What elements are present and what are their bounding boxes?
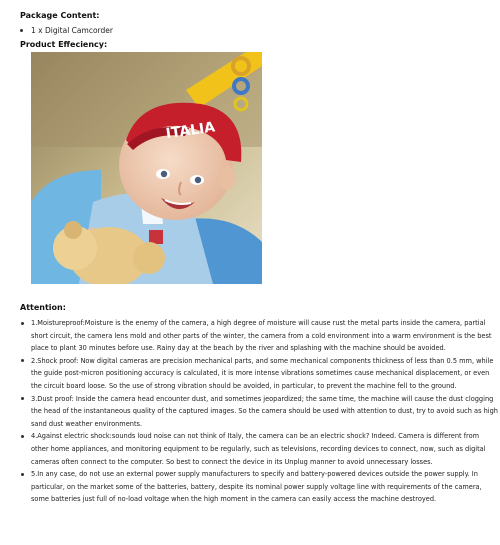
package-content-heading: Package Content: (20, 11, 100, 20)
attention-item-shock-proof (20, 355, 498, 393)
attention-item-text: 2.Shock proof: Now digital cameras are precision mechanical parts, and some mechanical components thickness of less than 0.5 mm, while the guide post-micron positioning accuracy is calculated, it is more intense vibrations sometimes cause mechanical displacement, or even the circuit board loose. So the use of strong vibration should be avoided, in particular, to prevent the machine fell to the ground. (31, 356, 494, 390)
attention-item-dust-proof (20, 393, 498, 431)
package-item (20, 26, 113, 35)
attention-item-text: 5.In any case, do not use an external power supply manufacturers to specify and battery-powered devices outside the power supply. In particular, on the market some of the batteries, battery, despite its nominal power supply voltage line with requirements of the camera, some batteries just full of no-load voltage when the high moment in the camera can easily access the machine destroyed. (31, 470, 482, 504)
package-item-text: 1 x Digital Camcorder (31, 26, 113, 35)
attention-item-text: 1.Moistureproof:Moisture is the enemy of the camera, a high degree of moisture will cause rust the metal parts inside the camera, partial short circuit, the camera lens mold and other parts of the winter, the camera from a cold environment into a warm environment is the best place to plant 30 minutes before use. Rainy day at the beach by the river and splashing with the machine should be avoided. (31, 319, 492, 353)
attention-item-text: 4.Against electric shock:sounds loud noise can not think of Italy, the camera can be an electric shock? Indeed. Camera is different from other home appliances, and monitoring equipment to be regularly, such as televisions, recording devices to connect, now, such as digital cameras often connect to the computer. So best to connect the device in its Unplug manner to avoid unnecessary losses. (31, 432, 486, 466)
attention-item-electric-shock (20, 430, 498, 468)
cap-logo: ITALIA (164, 119, 217, 143)
attention-item-power-supply (20, 468, 498, 506)
product-efficiency-heading: Product Effeciency: (20, 40, 108, 49)
attention-item-moistureproof (20, 317, 498, 355)
attention-heading: Attention: (20, 303, 66, 312)
baby-photo-illustration (31, 52, 262, 284)
attention-item-text: 3.Dust proof: Inside the camera head encounter dust, and sometimes jeopardized; the same time, the machine will cause the dust clogging the head of the instantaneous quality of the captured images. So the camera should be used with attention to dust, try to avoid such as high sand dust weather environments. (31, 394, 498, 428)
baby-with-camera-photo (31, 52, 262, 284)
attention-list (20, 317, 498, 506)
